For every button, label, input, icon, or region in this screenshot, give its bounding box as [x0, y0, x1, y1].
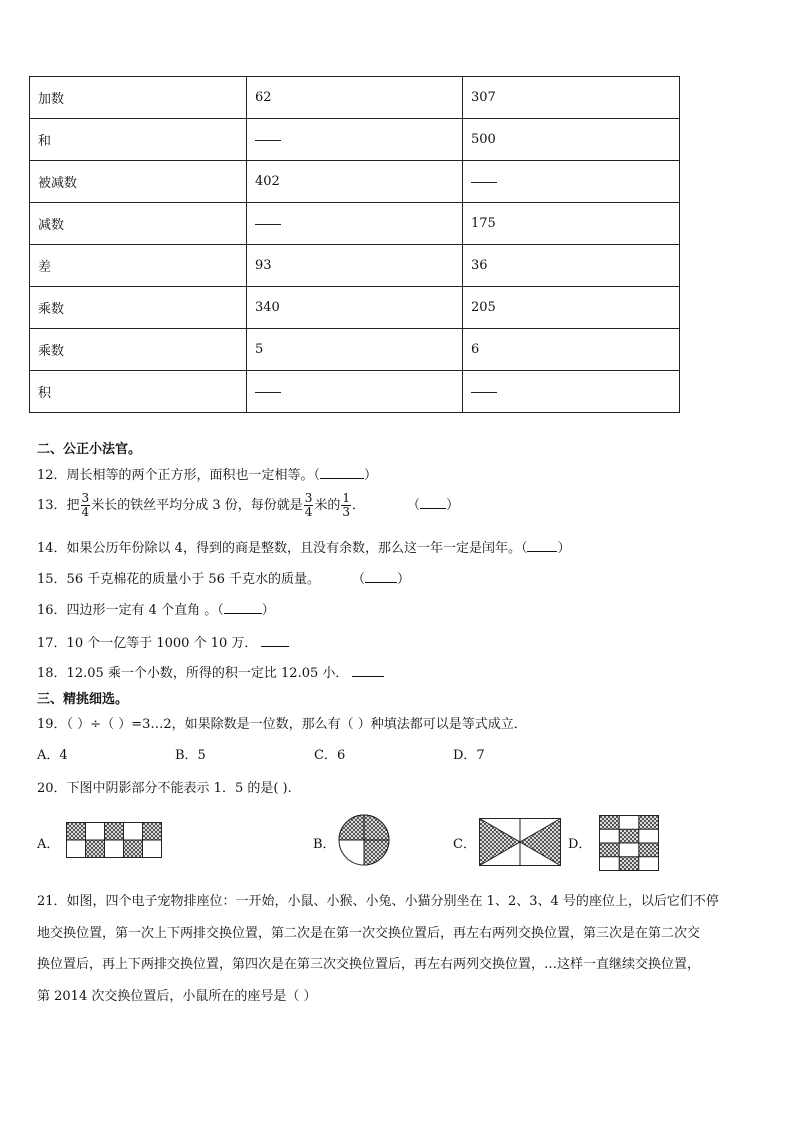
- q13-end: ．: [352, 498, 366, 513]
- row-label-cell: [30, 371, 247, 413]
- q19-option-d[interactable]: D．7: [453, 748, 485, 763]
- row-label-cell: [30, 287, 247, 329]
- q18-text: 18．12.05 乘一个小数，所得的积一定比 12.05 小．: [37, 666, 349, 681]
- q14-close: ）: [557, 541, 571, 556]
- value-cell: [463, 77, 680, 119]
- q13-frac2-num: 3: [304, 491, 313, 505]
- cell-text: 36: [471, 258, 488, 273]
- question-18: [37, 662, 384, 681]
- q20-label-a[interactable]: A．: [37, 837, 60, 852]
- table-row: [30, 245, 680, 287]
- answer-blank[interactable]: [255, 139, 281, 141]
- q16-text: 16．四边形一定有 4 个直角 。（: [37, 603, 224, 618]
- q15-text: 15．56 千克棉花的质量小于 56 千克水的质量。: [37, 572, 321, 587]
- q16-close: ）: [261, 603, 275, 618]
- q20-figure-b[interactable]: [338, 814, 390, 866]
- table-row: [30, 161, 680, 203]
- table-row: [30, 287, 680, 329]
- q19-option-c[interactable]: C．6: [314, 748, 346, 763]
- value-cell[interactable]: [463, 371, 680, 413]
- q14-blank[interactable]: [527, 539, 557, 552]
- q13-frac1-den: 4: [81, 505, 90, 519]
- question-17: [37, 632, 289, 651]
- row-label-cell: [30, 329, 247, 371]
- answer-blank[interactable]: [255, 223, 281, 225]
- table-row: [30, 329, 680, 371]
- cell-text: 差: [38, 260, 52, 275]
- value-cell[interactable]: [247, 119, 463, 161]
- q13-frac3-den: 3: [342, 505, 351, 519]
- q21-line-1: 21．如图，四个电子宠物排座位：一开始，小鼠、小猴、小兔、小猫分别坐在 1、2、3、4 号的座位上，以后它们不停: [37, 894, 719, 909]
- value-cell: [463, 287, 680, 329]
- cell-text: 6: [471, 342, 480, 357]
- cell-text: 93: [255, 258, 272, 273]
- value-cell: [463, 119, 680, 161]
- value-cell: [463, 203, 680, 245]
- value-cell: [463, 329, 680, 371]
- cell-text: 402: [255, 174, 280, 189]
- cell-text: 5: [255, 342, 264, 357]
- answer-blank[interactable]: [471, 391, 497, 393]
- question-12: [37, 464, 377, 483]
- q12-close: ）: [364, 468, 378, 483]
- q13-frac1-num: 3: [81, 491, 90, 505]
- table-row: [30, 77, 680, 119]
- q13-frac2: [304, 492, 314, 519]
- question-19: 19．（ ）÷（ ）=3…2，如果除数是一位数，那么有（ ）种填法都可以是等式成立．: [37, 717, 527, 732]
- q21-line-3: 换位置后，再上下两排交换位置，第四次是在第三次交换位置后，再左右两列交换位置，…这样一直继续交换位置，: [37, 957, 701, 972]
- q20-figure-d[interactable]: [599, 815, 659, 871]
- q13-mid: 米长的铁丝平均分成 3 份，每份就是: [91, 498, 303, 513]
- value-cell: [247, 77, 463, 119]
- value-cell[interactable]: [247, 203, 463, 245]
- section-3-title: 三、精挑细选。: [37, 692, 129, 707]
- table-row: [30, 203, 680, 245]
- cell-text: 减数: [38, 218, 65, 233]
- q17-blank[interactable]: [261, 634, 289, 647]
- q18-blank[interactable]: [352, 664, 384, 677]
- q12-text: 12．周长相等的两个正方形，面积也一定相等。（: [37, 468, 321, 483]
- row-label-cell: [30, 245, 247, 287]
- row-label-cell: [30, 161, 247, 203]
- row-label-cell: [30, 119, 247, 161]
- question-14: [37, 537, 570, 556]
- q16-blank[interactable]: [224, 601, 262, 614]
- q20-label-d[interactable]: D．: [568, 837, 592, 852]
- q19-option-a[interactable]: A．4: [37, 748, 68, 763]
- value-cell[interactable]: [463, 161, 680, 203]
- question-16: [37, 599, 275, 618]
- question-15: [37, 568, 410, 587]
- q21-line-4: 第 2014 次交换位置后，小鼠所在的座号是（ ）: [37, 989, 317, 1004]
- q13-paren-open: （: [407, 498, 421, 513]
- cell-text: 和: [38, 134, 52, 149]
- row-label-cell: [30, 203, 247, 245]
- cell-text: 500: [471, 132, 496, 147]
- q15-paren-open: （: [352, 572, 366, 587]
- q13-frac2-den: 4: [304, 505, 313, 519]
- q21-line-2: 地交换位置，第一次上下两排交换位置，第二次是在第一次交换位置后，再左右两列交换位置，第三次是在第二次交: [37, 926, 701, 941]
- value-cell[interactable]: [247, 371, 463, 413]
- calc-table: [29, 76, 680, 413]
- q19-option-b[interactable]: B．5: [175, 748, 206, 763]
- table-row: [30, 371, 680, 413]
- cell-text: 175: [471, 216, 496, 231]
- cell-text: 205: [471, 300, 496, 315]
- q12-blank[interactable]: [320, 466, 364, 479]
- cell-text: 乘数: [38, 344, 65, 359]
- q15-paren-close: ）: [397, 572, 411, 587]
- q17-text: 17．10 个一亿等于 1000 个 10 万．: [37, 636, 258, 651]
- q13-mid2: 米的: [314, 498, 341, 513]
- q13-blank[interactable]: [420, 496, 446, 509]
- value-cell: [247, 287, 463, 329]
- value-cell: [463, 245, 680, 287]
- q15-blank[interactable]: [365, 570, 397, 583]
- cell-text: 340: [255, 300, 280, 315]
- q13-paren-close: ）: [446, 498, 460, 513]
- q14-text: 14．如果公历年份除以 4，得到的商是整数，且没有余数，那么这一年一定是闰年。（: [37, 541, 528, 556]
- question-13: [37, 492, 459, 519]
- question-20: 20．下图中阴影部分不能表示 1．5 的是( ).: [37, 781, 292, 796]
- answer-blank[interactable]: [471, 181, 497, 183]
- value-cell: [247, 161, 463, 203]
- value-cell: [247, 245, 463, 287]
- cell-text: 307: [471, 90, 496, 105]
- cell-text: 加数: [38, 92, 65, 107]
- row-label-cell: [30, 77, 247, 119]
- cell-text: 乘数: [38, 302, 65, 317]
- q13-frac3: [341, 492, 351, 519]
- q13-prefix: 13．把: [37, 498, 80, 513]
- cell-text: 62: [255, 90, 272, 105]
- q20-figure-a[interactable]: [66, 822, 162, 858]
- cell-text: 积: [38, 386, 52, 401]
- section-2-title: 二、公正小法官。: [37, 442, 142, 457]
- q13-frac3-num: 1: [342, 491, 351, 505]
- answer-blank[interactable]: [255, 391, 281, 393]
- cell-text: 被减数: [38, 176, 78, 191]
- q20-label-c[interactable]: C．: [453, 837, 476, 852]
- q20-label-b[interactable]: B．: [313, 837, 336, 852]
- value-cell: [247, 329, 463, 371]
- table-row: [30, 119, 680, 161]
- q20-figure-c[interactable]: [479, 818, 561, 866]
- q13-frac1: [81, 492, 91, 519]
